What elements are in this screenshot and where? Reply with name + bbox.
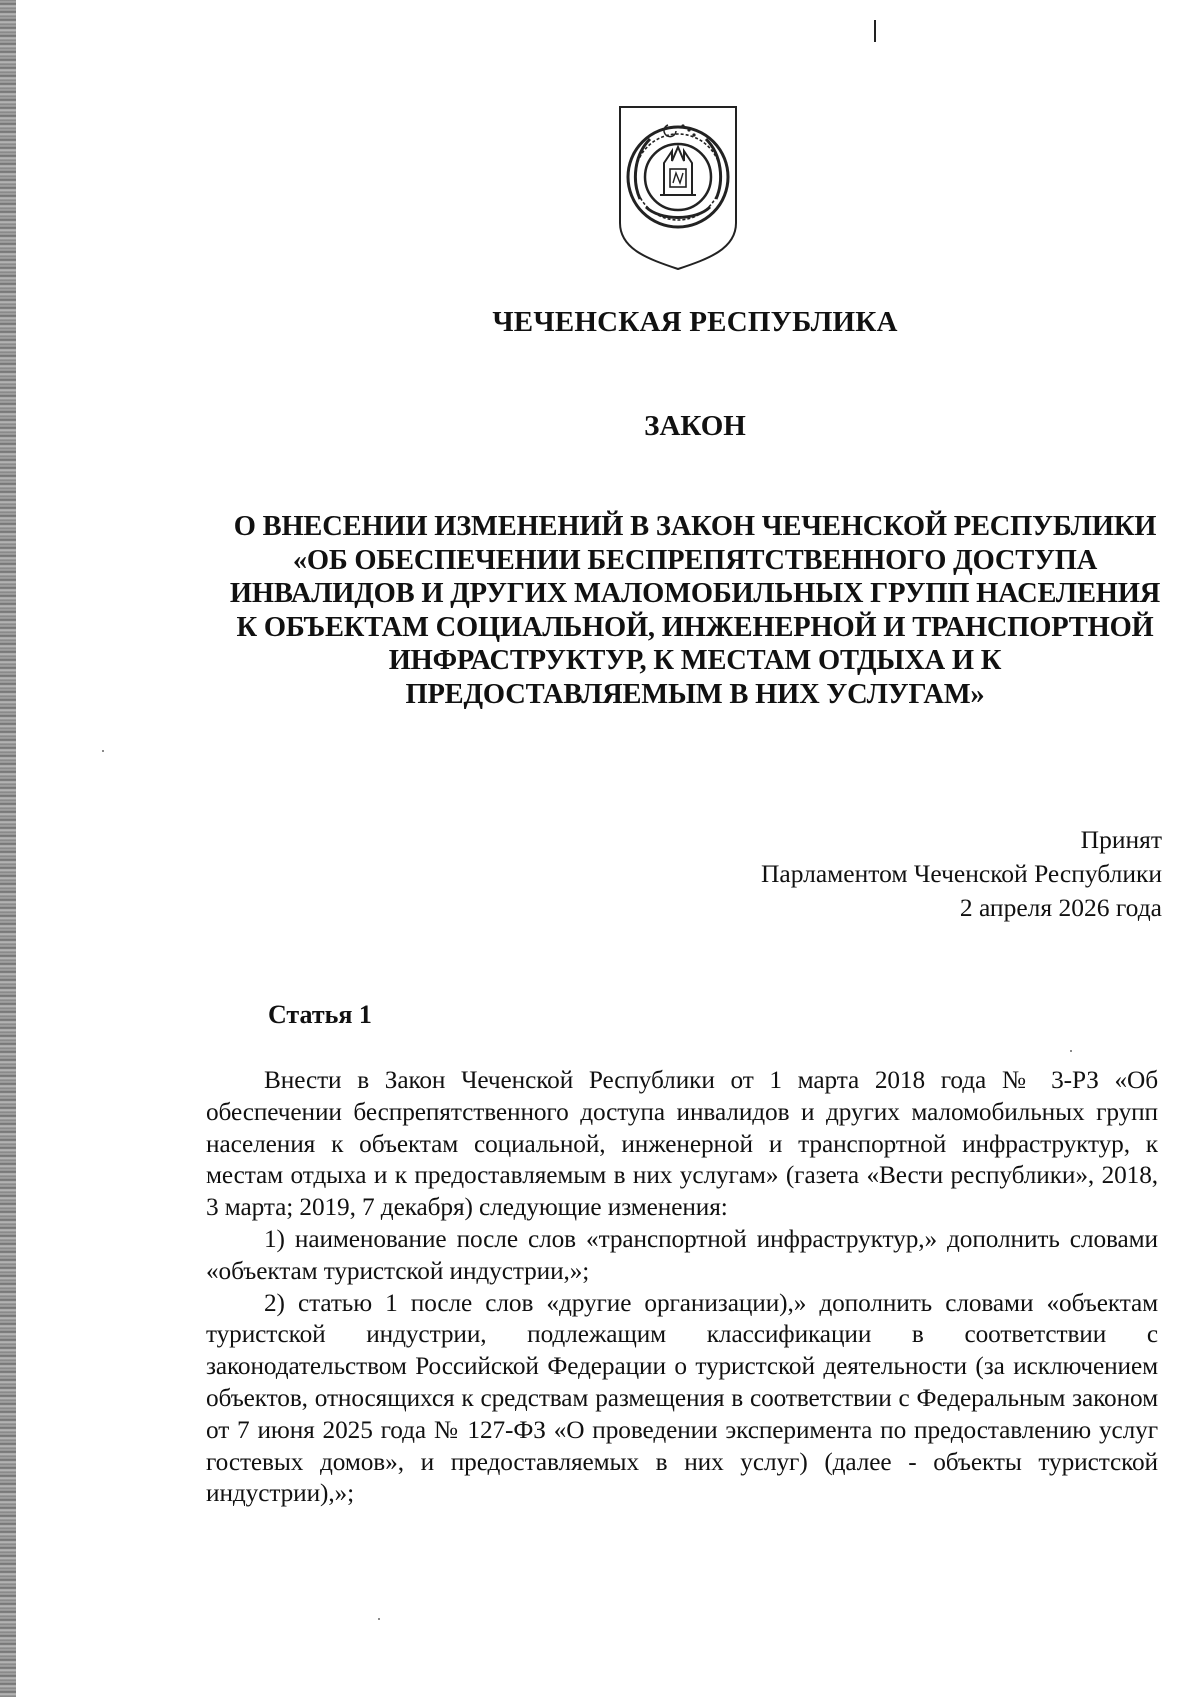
tick-mark xyxy=(874,20,876,42)
article-paragraph: 2) статью 1 после слов «другие организации),» дополнить словами «объектам туристской индустрии, подлежащим классификации в соответствии с законодательством Российской Федерации о туристской деятельности (за исключением объектов, относящихся к средствам размещения в соответствии с Федеральным законом от 7 июня 2025 года № 127-ФЗ «О проведении эксперимента по предоставлению услуг гостевых домов», и предоставляемых в них услуг) (далее - объекты туристской индустрии),»; xyxy=(206,1288,1158,1508)
law-title-line: «ОБ ОБЕСПЕЧЕНИИ БЕСПРЕПЯТСТВЕННОГО ДОСТУПА xyxy=(292,544,1098,576)
article-paragraph: 1) наименование после слов «транспортной инфраструктур,» дополнить словами «объектам туристской индустрии,»; xyxy=(206,1224,1158,1285)
scan-edge xyxy=(0,0,16,1697)
article-heading: Статья 1 xyxy=(268,1000,372,1029)
adoption-line: Принят xyxy=(1080,825,1162,854)
law-title-line: ИНФРАСТРУКТУР, К МЕСТАМ ОТДЫХА И К xyxy=(388,645,1002,677)
document-type-heading: ЗАКОН xyxy=(644,410,746,442)
law-title-line: О ВНЕСЕНИИ ИЗМЕНЕНИЙ В ЗАКОН ЧЕЧЕНСКОЙ РЕСПУБЛИКИ xyxy=(233,511,1157,542)
adoption-date: 2 апреля 2026 года xyxy=(959,893,1162,922)
scan-speck xyxy=(102,750,104,752)
law-title xyxy=(200,510,1190,712)
coat-of-arms-emblem xyxy=(616,103,740,271)
adoption-block xyxy=(761,823,1162,925)
article-body xyxy=(206,1065,1158,1510)
scan-speck xyxy=(378,1618,380,1620)
law-title-line: ИНВАЛИДОВ И ДРУГИХ МАЛОМОБИЛЬНЫХ ГРУПП НАСЕЛЕНИЯ xyxy=(229,578,1161,610)
scan-speck xyxy=(1070,1050,1072,1052)
adoption-line: Парламентом Чеченской Республики xyxy=(760,859,1162,888)
law-title-line: ПРЕДОСТАВЛЯЕМЫМ В НИХ УСЛУГАМ» xyxy=(405,678,985,710)
article-paragraph: Внести в Закон Чеченской Республики от 1 марта 2018 года № 3-РЗ «Об обеспечении беспрепятственного доступа инвалидов и других маломобильных групп населения к объектам социальной, инженерной и транспортной инфраструктур, к местам отдыха и к предоставляемым в них услугам» (газета «Вести республики», 2018, 3 марта; 2019, 7 декабря) следующие изменения: xyxy=(206,1066,1158,1222)
law-title-line: К ОБЪЕКТАМ СОЦИАЛЬНОЙ, ИНЖЕНЕРНОЙ И ТРАНСПОРТНОЙ xyxy=(236,611,1154,643)
republic-heading: ЧЕЧЕНСКАЯ РЕСПУБЛИКА xyxy=(492,306,898,338)
